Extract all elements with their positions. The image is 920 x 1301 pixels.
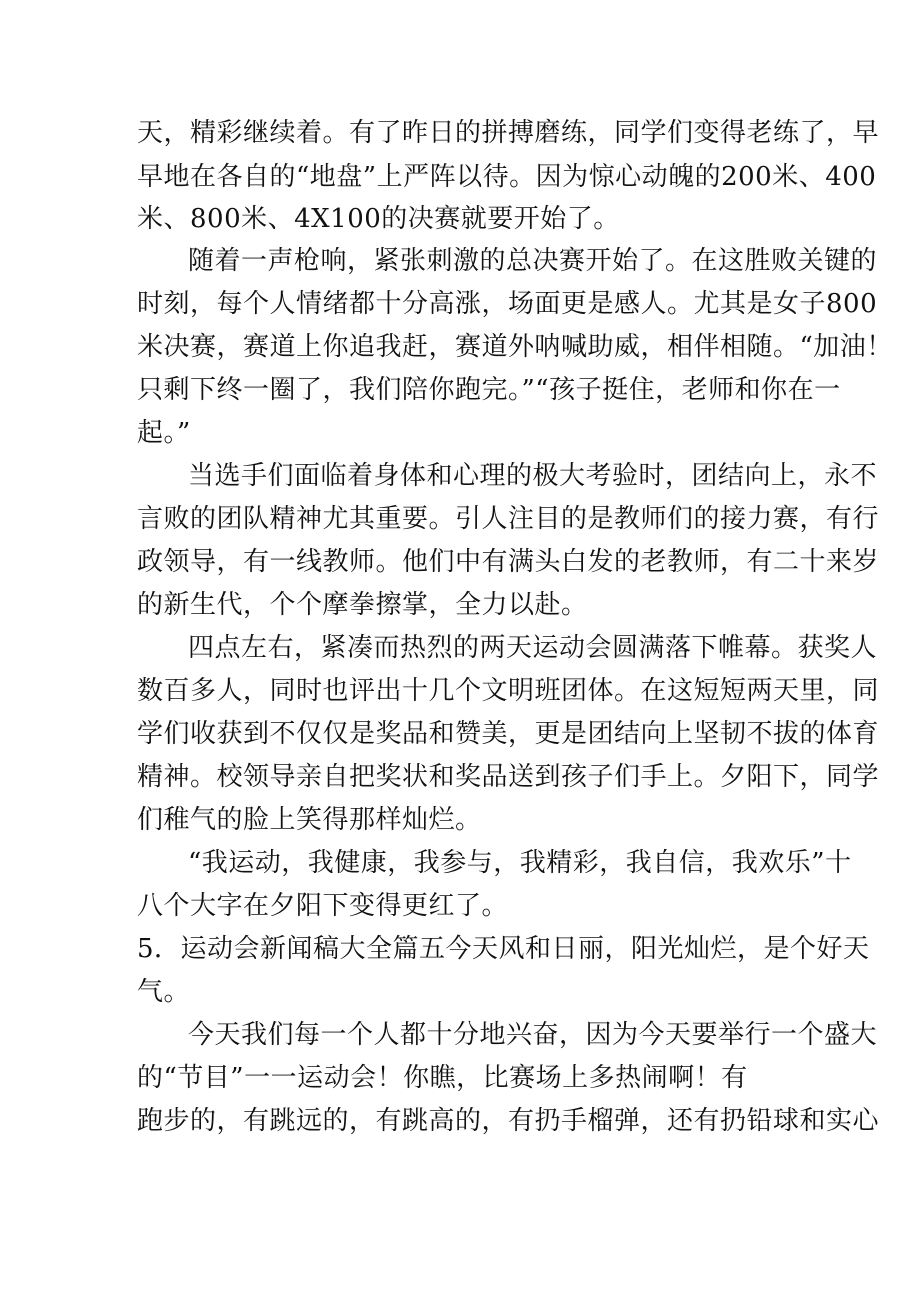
text-line: 精神。校领导亲自把奖状和奖品送到孩子们手上。夕阳下，同学 [137, 762, 880, 792]
text-line: 气。 [137, 977, 191, 1007]
text-line: 早地在各自的“地盘”上严阵以待。因为惊心动魄的200米、400 [137, 162, 877, 192]
paragraph-start-line: 当选手们面临着身体和心理的极大考验时，团结向上，永不 [188, 461, 878, 491]
paragraph-start-line: “我运动，我健康，我参与，我精彩，我自信，我欢乐”十 [188, 848, 852, 878]
text-line: 米决赛，赛道上你追我赶，赛道外呐喊助威，相伴相随。“加油！ [137, 332, 893, 362]
text-line: 政领导，有一线教师。他们中有满头白发的老教师，有二十来岁 [137, 547, 880, 577]
paragraph-start-line: 四点左右，紧凑而热烈的两天运动会圆满落下帷幕。获奖人 [188, 633, 878, 663]
text-line: 们稚气的脸上笑得那样灿烂。 [137, 805, 482, 835]
text-line: 起。” [137, 418, 191, 448]
text-line: 天，精彩继续着。有了昨日的拼搏磨练，同学们变得老练了，早 [137, 118, 880, 148]
text-line: 时刻，每个人情绪都十分高涨，场面更是感人。尤其是女子800 [137, 289, 878, 319]
text-line: 的新生代，个个摩拳擦掌，全力以赴。 [137, 590, 588, 620]
paragraph-start-line: 随着一声枪响，紧张刺激的总决赛开始了。在这胜败关键的 [188, 246, 878, 276]
text-line: 跑步的，有跳远的，有跳高的，有扔手榴弹，还有扔铅球和实心 [137, 1106, 880, 1136]
section-heading-line: 5．运动会新闻稿大全篇五今天风和日丽，阳光灿烂，是个好天 [137, 934, 870, 964]
text-line: 数百多人，同时也评出十几个文明班团体。在这短短两天里，同 [137, 676, 880, 706]
text-line: 只剩下终一圈了，我们陪你跑完。”“孩子挺住，老师和你在一 [137, 375, 841, 405]
text-line: 学们收获到不仅仅是奖品和赞美，更是团结向上坚韧不拔的体育 [137, 719, 880, 749]
text-line: 米、800米、4X100的决赛就要开始了。 [137, 204, 620, 234]
paragraph-start-line: 今天我们每一个人都十分地兴奋，因为今天要举行一个盛大 [188, 1020, 878, 1050]
text-line: 言败的团队精神尤其重要。引人注目的是教师们的接力赛，有行 [137, 504, 880, 534]
text-line: 八个大字在夕阳下变得更红了。 [137, 891, 509, 921]
text-line: 的“节目”一一运动会！你瞧，比赛场上多热闹啊！有 [137, 1063, 748, 1093]
